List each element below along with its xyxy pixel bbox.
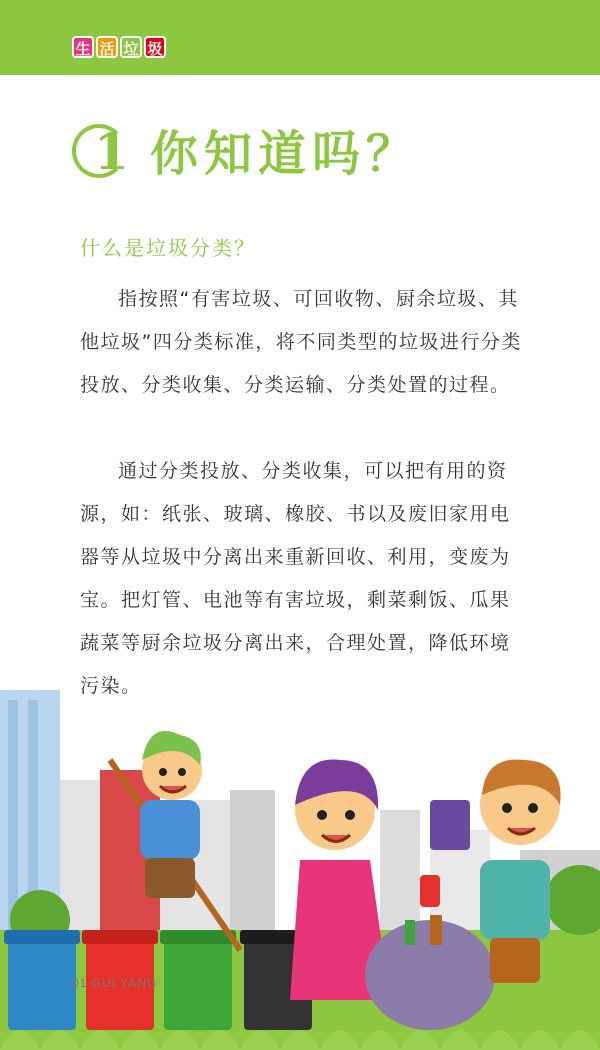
- badge-char-2: 活: [96, 36, 118, 58]
- watermark-text: 01 GUI YANG: [72, 976, 158, 990]
- question-subtitle: 什么是垃圾分类？: [80, 236, 256, 260]
- paragraph-definition: 指按照“有害垃圾、可回收物、厨余垃圾、其他垃圾”四分类标准，将不同类型的垃圾进行分类投放、分类收集、分类运输、分类处置的过程。: [80, 288, 522, 396]
- topic-badge: [72, 36, 166, 58]
- badge-char-1: 生: [72, 36, 94, 58]
- kids-recycling-illustration: [0, 680, 600, 1050]
- section-title: 你知道吗？: [150, 126, 421, 182]
- section-heading: [72, 110, 492, 190]
- header-bar: [0, 0, 600, 75]
- section-number: 1: [94, 122, 129, 181]
- badge-char-4: 圾: [144, 36, 166, 58]
- paragraph-benefits: 通过分类投放、分类收集，可以把有用的资源，如：纸张、玻璃、橡胶、书以及废旧家用电器等从垃圾中分离出来重新回收、利用，变废为宝。把灯管、电池等有害垃圾，剩菜剩饭、瓜果蔬菜等厨余垃圾分离出来，合理处置，降低环境污染。: [80, 460, 511, 697]
- badge-char-3: 垃: [120, 36, 142, 58]
